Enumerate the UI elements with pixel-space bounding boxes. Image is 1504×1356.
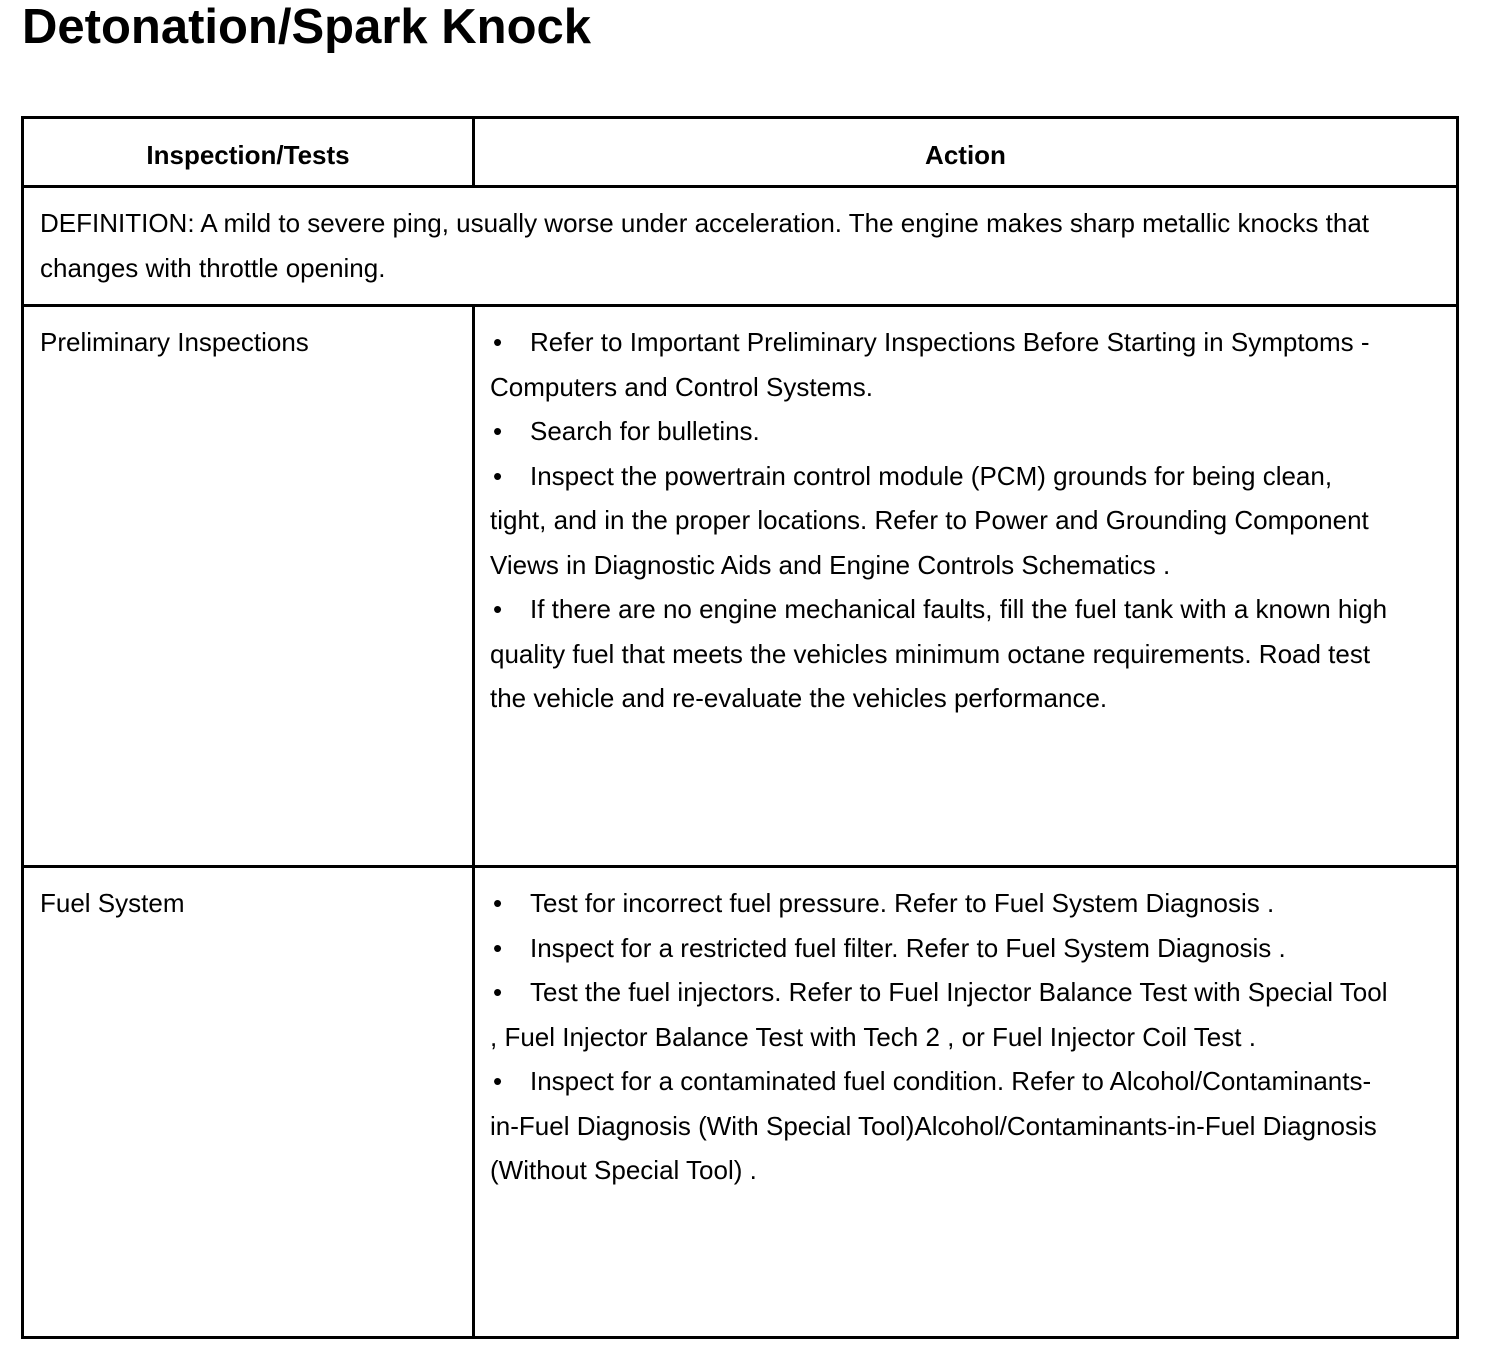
action-text: Inspect for a contaminated fuel condition. Refer to Alcohol/Contaminants-in-Fuel Diagnosis (With Special Tool)Alcohol/Contaminants-in-Fuel Diagnosis (Without Special Tool) . — [490, 1066, 1377, 1185]
action-item — [490, 587, 1390, 721]
bullet-icon: • — [493, 327, 503, 357]
action-item — [490, 970, 1390, 1059]
action-text: If there are no engine mechanical faults, fill the fuel tank with a known high quality fuel that meets the vehicles minimum octane requirements. Road test the vehicle and re-evaluate the vehicles performance. — [490, 594, 1388, 713]
bullet-icon: • — [493, 460, 503, 491]
bullet-icon: • — [493, 416, 503, 446]
row-divider — [24, 304, 1456, 307]
action-text: Search for bulletins. — [530, 416, 760, 446]
action-item — [490, 1059, 1390, 1193]
row-label-preliminary-inspections: Preliminary Inspections — [40, 327, 309, 357]
bullet-icon: • — [493, 594, 503, 624]
action-list-fuel-system — [490, 881, 1390, 1193]
definition-text: DEFINITION: A mild to severe ping, usually worse under acceleration. The engine makes sharp metallic knocks that changes with throttle opening. — [40, 208, 1370, 283]
action-item — [490, 320, 1390, 409]
row-label-fuel-system: Fuel System — [40, 888, 185, 918]
action-item — [490, 409, 1390, 454]
row-divider — [24, 185, 1456, 188]
column-header-action: Action — [925, 140, 1006, 170]
row-divider — [24, 865, 1456, 868]
action-text: Inspect for a restricted fuel filter. Refer to Fuel System Diagnosis . — [530, 932, 1286, 963]
action-list-preliminary-inspections — [490, 320, 1390, 721]
page-title: Detonation/Spark Knock — [22, 0, 592, 54]
action-text: Refer to Important Preliminary Inspections Before Starting in Symptoms - Computers and Control Systems. — [490, 327, 1370, 402]
action-item — [490, 454, 1390, 588]
diagnostic-table — [21, 116, 1459, 1339]
action-item — [490, 881, 1390, 926]
column-header-inspection-tests: Inspection/Tests — [146, 140, 350, 170]
action-text: Test the fuel injectors. Refer to Fuel Injector Balance Test with Special Tool , Fuel Injector Balance Test with Tech 2 , or Fuel Injector Coil Test . — [490, 977, 1388, 1052]
bullet-icon: • — [493, 888, 503, 918]
action-item — [490, 926, 1390, 971]
action-text: Test for incorrect fuel pressure. Refer to Fuel System Diagnosis . — [530, 888, 1275, 918]
bullet-icon: • — [493, 932, 503, 963]
bullet-icon: • — [493, 1066, 503, 1096]
bullet-icon: • — [493, 977, 503, 1007]
column-divider — [472, 304, 475, 1336]
action-text: Inspect the powertrain control module (PCM) grounds for being clean, tight, and in the proper locations. Refer to Power and Grounding Component Views in Diagnostic Aids and Engine Controls Schematics . — [490, 460, 1369, 580]
